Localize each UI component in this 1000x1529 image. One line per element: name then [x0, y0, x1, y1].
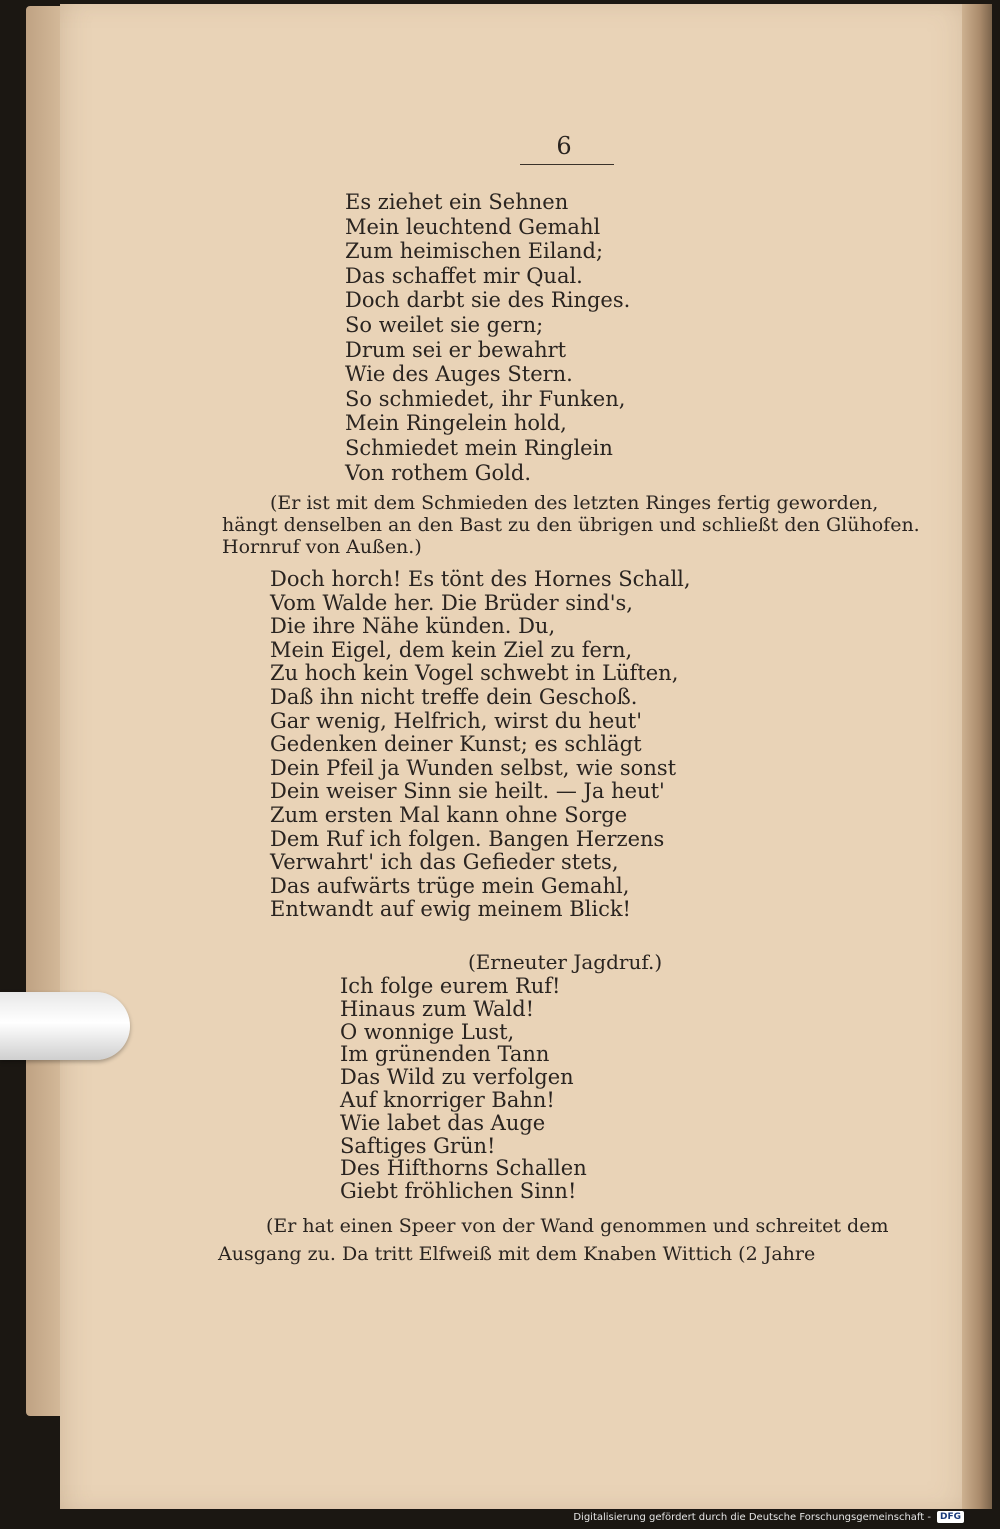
verse-line: Doch horch! Es tönt des Hornes Schall, — [270, 567, 691, 591]
verse-line: So weilet sie gern; — [345, 312, 544, 337]
verse-2 — [270, 568, 830, 922]
stage-line: hängt denselben an den Bast zu den übrigen und schließt den Glühofen. — [222, 514, 920, 536]
verse-line: Auf knorriger Bahn! — [340, 1087, 555, 1112]
verse-line: Die ihre Nähe künden. Du, — [270, 614, 556, 639]
verse-line: Drum sei er bewahrt — [345, 337, 567, 362]
stage-direction-2: (Erneuter Jagdruf.) — [468, 950, 663, 974]
verse-line: Verwahrt' ich das Gefieder stets, — [270, 850, 619, 875]
dfg-logo-icon: DFG — [937, 1511, 964, 1523]
verse-line: Mein leuchtend Gemahl — [345, 214, 601, 239]
page-number-rule — [520, 164, 614, 165]
verse-line: Ich folge eurem Ruf! — [340, 974, 561, 998]
verse-line: O wonnige Lust, — [340, 1019, 515, 1044]
stage-line: (Er hat einen Speer von der Wand genommen und schreitet dem — [266, 1215, 889, 1237]
verse-line: Entwandt auf ewig meinem Blick! — [270, 897, 631, 922]
verse-3 — [340, 975, 740, 1203]
verse-line: Von rothem Gold. — [345, 460, 531, 485]
verse-line: Zu hoch kein Vogel schwebt in Lüften, — [270, 661, 679, 686]
verse-line: Im grünenden Tann — [340, 1042, 550, 1067]
footer-text: Digitalisierung gefördert durch die Deutsche Forschungsgemeinschaft - — [573, 1511, 931, 1523]
stage-line: Hornruf von Außen.) — [222, 536, 422, 558]
verse-line: Das aufwärts trüge mein Gemahl, — [270, 873, 630, 898]
stage-direction-1 — [222, 492, 920, 558]
verse-line: So schmiedet, ihr Funken, — [345, 386, 626, 411]
stage-direction-3 — [218, 1212, 908, 1268]
page-number: 6 — [556, 132, 572, 160]
verse-line: Schmiedet mein Ringlein — [345, 435, 613, 460]
verse-line: Es ziehet ein Sehnen — [345, 190, 569, 214]
verse-1 — [345, 190, 765, 485]
verse-line: Saftiges Grün! — [340, 1133, 496, 1158]
verse-line: Vom Walde her. Die Brüder sind's, — [270, 590, 633, 615]
page-clip — [0, 992, 130, 1060]
verse-line: Hinaus zum Wald! — [340, 996, 535, 1021]
verse-line: Mein Ringelein hold, — [345, 411, 567, 436]
verse-line: Wie des Auges Stern. — [345, 362, 573, 387]
page-gutter-shadow — [962, 4, 992, 1509]
verse-line: Des Hifthorns Schallen — [340, 1156, 587, 1181]
verse-line: Giebt fröhlichen Sinn! — [340, 1179, 577, 1204]
verse-line: Gar wenig, Helfrich, wirst du heut' — [270, 708, 643, 733]
verse-line: Dein Pfeil ja Wunden selbst, wie sonst — [270, 755, 677, 780]
verse-line: Das schaffet mir Qual. — [345, 263, 583, 288]
verse-line: Dem Ruf ich folgen. Bangen Herzens — [270, 826, 665, 851]
stage-line: (Er ist mit dem Schmieden des letzten Ringes fertig geworden, — [270, 492, 879, 514]
verse-line: Gedenken deiner Kunst; es schlägt — [270, 732, 642, 757]
verse-line: Zum heimischen Eiland; — [345, 239, 604, 264]
verse-line: Daß ihn nicht treffe dein Geschoß. — [270, 684, 638, 709]
stage-line: Ausgang zu. Da tritt Elfweiß mit dem Knaben Wittich (2 Jahre — [218, 1243, 816, 1265]
footer-credit — [573, 1511, 964, 1523]
verse-line: Das Wild zu verfolgen — [340, 1065, 574, 1090]
verse-line: Wie labet das Auge — [340, 1110, 546, 1135]
verse-line: Dein weiser Sinn sie heilt. — Ja heut' — [270, 779, 665, 804]
verse-line: Zum ersten Mal kann ohne Sorge — [270, 802, 628, 827]
verse-line: Doch darbt sie des Ringes. — [345, 288, 631, 313]
verse-line: Mein Eigel, dem kein Ziel zu fern, — [270, 637, 633, 662]
